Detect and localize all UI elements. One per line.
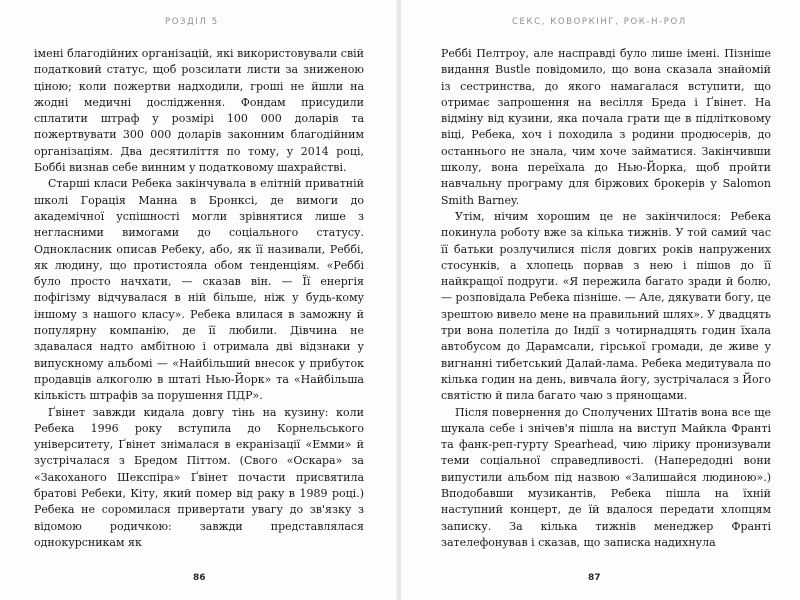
left-paragraph: Старші класи Ребека закінчувала в елітній приватній школі Горація Манна в Бронксі, де вимоги до академічної успішності могли зрівнятися лише з негласними вимогами до соціального статусу. Однокласник описав Ребеку, або, як її називали, Реббі, як людину, що протистояла обом тенденціям. «Реббі було просто начхати, — сказав він. — Її енергія пофігізму відчувалася в ній більше, ніж у будь-кому іншому з нашого класу». Ребека влилася в заможну й популярну компанію, де її любили. Дівчина не здавалася надто амбітною і отримала дві відзнаки у випускному альбомі — «Найбільший внесок у прибуток продавців алкоголю в штаті Нью-Йорк» та «Найбільша кількість штрафів за порушення ПДР». [34,177,364,403]
right-running-head: СЕКС, КОВОРКІНГ, РОК-Н-РОЛ [512,17,687,27]
right-page-number: 87 [588,573,601,583]
right-paragraph: Утім, нічим хорошим це не закінчилося: Ребека покинула роботу вже за кілька тижнів. У той самий час її батьки розлучилися після довгих років напружених стосунків, а хлопець порвав з нею і пішов до її найкращої подруги. «Я пережила багато зради й болю, — розповідала Ребека пізніше. — Але, дякувати богу, це зрештою вивело мене на правильний шлях». У двадцять три вона полетіла до Індії з чотирнадцять годин їхала автобусом до Дарамсали, гірської громади, де живе у вигнанні тибетський Далай-лама. Ребека медитувала по кілька годин на день, вивчала йогу, зустрічалася з Його святістю й пила багато чаю з прянощами. [441,209,771,403]
right-paragraph: Реббі Пелтроу, але насправді було лише імені. Пізніше видання Bustle повідомило, що вона сказала знайомій із сестринства, до якого намагалася вступити, що отримає запрошення на весілля Бреда і Ґвінет. На відміну від кузини, яка почала грати ще в підлітковому віці, Ребека, хоч і походила з родини продюсерів, до останнього не знала, чим хоче займатися. Закінчивши школу, вона переїхала до Нью-Йорка, щоб пройти навчальну програму для біржових брокерів у Salomon Smith Barney. [441,47,771,207]
right-paragraph: Після повернення до Сполучених Штатів вона все ще шукала себе і знічев'я пішла на виступ Майкла Франті та фанк-реп-гурту Spearhead, чию лірику пронизували теми соціальної справедливості. (Напередодні вони випустили альбом під назвою «Залишайся людиною».) Вподобавши музикантів, Ребека пішла на їхній наступний концерт, де їй вдалося передати хлопцям записку. За кілька тижнів менеджер Франті зателефонував і сказав, що записка надихнула [441,405,771,549]
left-page [0,0,399,600]
left-page-number: 86 [193,573,206,583]
right-body-text [441,46,771,551]
left-body-text [34,46,364,551]
left-running-head: РОЗДІЛ 5 [165,17,219,27]
left-paragraph: імені благодійних організацій, які використовували свій податковий статус, щоб розсилати листи за зниженою ціною; коли пожертви надходили, гроші не йшли на жодні медичні дослідження. Фондам присудили сплатити штраф у розмірі 100 000 доларів та пожертвувати 300 000 доларів законним благодійним організаціям. Два десятиліття по тому, у 2014 році, Боббі визнав себе винним у податковому шахрайстві. [34,47,364,175]
left-paragraph: Ґвінет завжди кидала довгу тінь на кузину: коли Ребека 1996 року вступила до Корнельського університету, Ґвінет знімалася в екранізації «Емми» й зустрічалася з Бредом Піттом. (Свого «Оскара» за «Закоханого Шекспіра» Ґвінет почасти присвятила братові Ребеки, Кіту, який помер від раку в 1989 році.) Ребека не соромилася привертати увагу до зв'язку з відомою родичкою: завжди представлялася однокурсникам як [34,405,364,549]
right-page [401,0,800,600]
